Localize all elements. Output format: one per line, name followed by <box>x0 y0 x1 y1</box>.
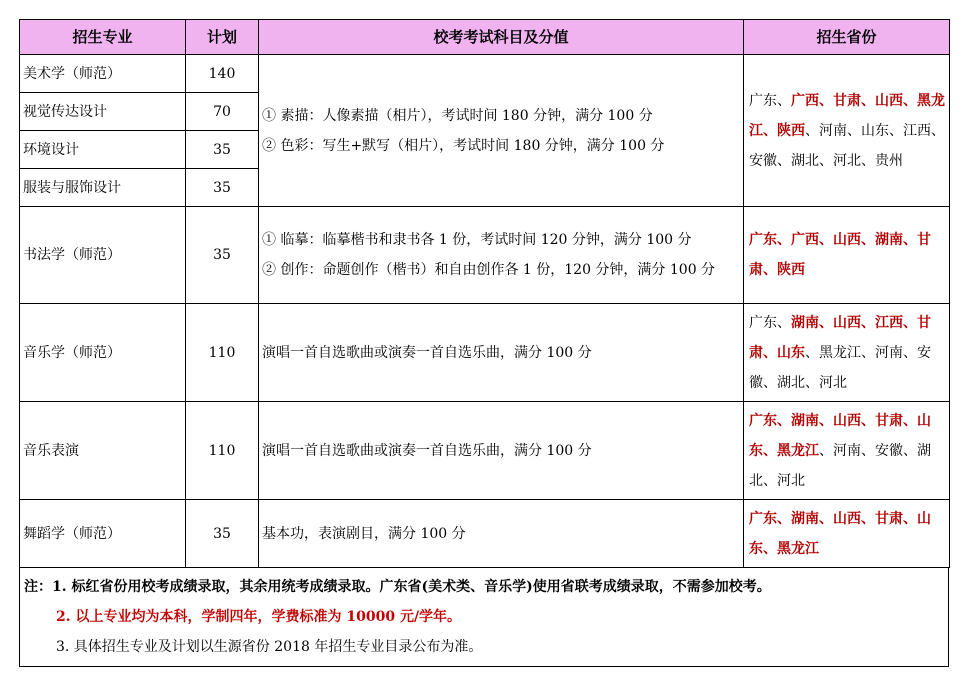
note-2: 2. 以上专业均为本科，学制四年，学费标准为 10000 元/学年。 <box>56 609 462 625</box>
note-1: 注：1. 标红省份用校考成绩录取，其余用统考成绩录取。广东省(美术类、音乐学)使用省联考成绩录取，不需参加校考。 <box>24 579 771 595</box>
plan-cell: 35 <box>186 131 259 169</box>
province-normal: 广东、 <box>749 92 791 109</box>
plan-cell: 35 <box>186 169 259 207</box>
subject-line: ② 色彩：写生+默写（相片），考试时间 180 分钟，满分 100 分 <box>262 137 665 154</box>
provinces-cell <box>744 500 950 568</box>
province-normal: 广东、 <box>749 314 791 331</box>
admission-table-wrapper <box>19 19 949 667</box>
major-cell: 视觉传达设计 <box>20 93 186 131</box>
subjects-cell <box>259 55 744 207</box>
table-row <box>20 500 950 568</box>
table-row <box>20 402 950 500</box>
admission-table <box>19 19 950 568</box>
header-provinces: 招生省份 <box>744 20 950 55</box>
province-normal: 、河南、安徽、湖北、河北 <box>749 442 931 489</box>
notes-box <box>19 568 949 667</box>
header-plan: 计划 <box>186 20 259 55</box>
plan-cell: 35 <box>186 500 259 568</box>
province-red: 湖南、山西、江西、甘肃、山东 <box>749 314 931 361</box>
major-cell: 书法学（师范） <box>20 207 186 304</box>
table-row <box>20 207 950 304</box>
plan-cell: 140 <box>186 55 259 93</box>
province-normal: 、河南、山东、江西、安徽、湖北、河北、贵州 <box>749 122 945 169</box>
major-cell: 环境设计 <box>20 131 186 169</box>
plan-cell: 70 <box>186 93 259 131</box>
subjects-cell: 演唱一首自选歌曲或演奏一首自选乐曲，满分 100 分 <box>259 402 744 500</box>
subject-line: ① 临摹：临摹楷书和隶书各 1 份，考试时间 120 分钟，满分 100 分 <box>262 232 692 248</box>
provinces-cell <box>744 304 950 402</box>
subjects-cell: 演唱一首自选歌曲或演奏一首自选乐曲，满分 100 分 <box>259 304 744 402</box>
provinces-cell <box>744 55 950 207</box>
provinces-cell <box>744 207 950 304</box>
major-cell: 音乐学（师范） <box>20 304 186 402</box>
subjects-cell: 基本功，表演剧目，满分 100 分 <box>259 500 744 568</box>
province-red: 广西、甘肃、山西、黑龙江、陕西 <box>749 92 945 139</box>
plan-cell: 35 <box>186 207 259 304</box>
table-row <box>20 55 950 93</box>
header-subjects: 校考考试科目及分值 <box>259 20 744 55</box>
subject-line: ① 素描：人像素描（相片），考试时间 180 分钟，满分 100 分 <box>262 107 653 124</box>
subjects-cell <box>259 207 744 304</box>
province-normal: 、黑龙江、河南、安徽、湖北、河北 <box>749 344 931 391</box>
plan-cell: 110 <box>186 402 259 500</box>
plan-cell: 110 <box>186 304 259 402</box>
major-cell: 舞蹈学（师范） <box>20 500 186 568</box>
province-red: 广东、广西、山西、湖南、甘肃、陕西 <box>749 232 931 278</box>
subject-line: ② 创作：命题创作（楷书）和自由创作各 1 份，120 分钟，满分 100 分 <box>262 262 716 278</box>
provinces-cell <box>744 402 950 500</box>
major-cell: 服装与服饰设计 <box>20 169 186 207</box>
header-major: 招生专业 <box>20 20 186 55</box>
major-cell: 美术学（师范） <box>20 55 186 93</box>
province-red: 广东、湖南、山西、甘肃、山东、黑龙江 <box>749 510 931 557</box>
note-3: 3. 具体招生专业及计划以生源省份 2018 年招生专业目录公布为准。 <box>56 639 483 655</box>
major-cell: 音乐表演 <box>20 402 186 500</box>
table-row <box>20 304 950 402</box>
province-red: 广东、湖南、山西、甘肃、山东、黑龙江 <box>749 412 931 459</box>
table-header-row <box>20 20 950 55</box>
